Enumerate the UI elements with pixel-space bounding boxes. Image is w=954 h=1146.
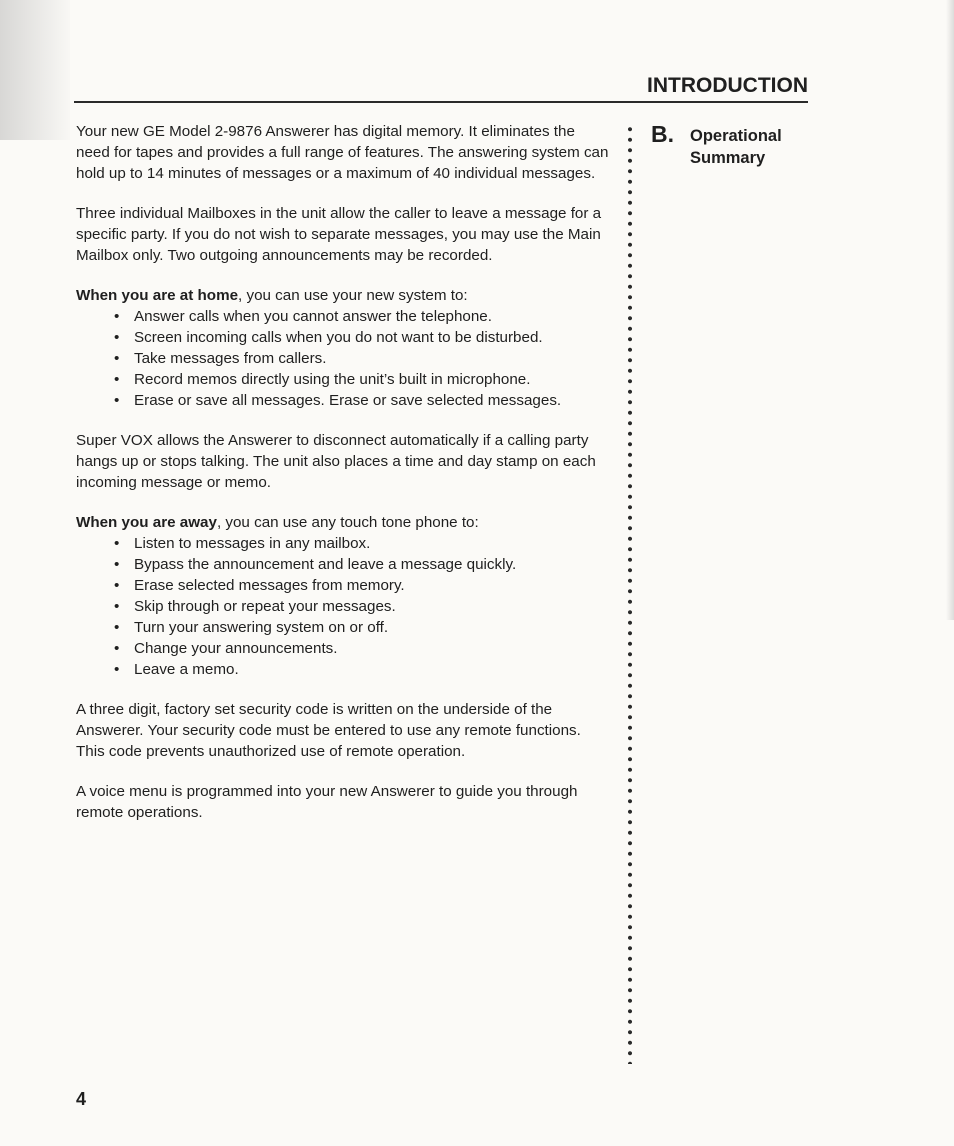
scan-edge-shadow-left — [0, 0, 70, 140]
at-home-lead-rest: , you can use your new system to: — [238, 287, 468, 304]
list-item-text: Skip through or repeat your messages. — [134, 598, 396, 615]
list-item — [106, 638, 611, 659]
main-text-column — [76, 121, 611, 842]
voice-menu-paragraph: A voice menu is programmed into your new Answerer to guide you through remote operations. — [76, 783, 578, 821]
header-rule — [74, 101, 808, 103]
list-item — [106, 306, 611, 327]
bullet-icon: • — [114, 661, 120, 678]
list-item — [106, 659, 611, 680]
list-item-text: Listen to messages in any mailbox. — [134, 535, 371, 552]
page-header-title: INTRODUCTION — [647, 74, 808, 97]
super-vox-paragraph: Super VOX allows the Answerer to disconnect automatically if a calling party hangs up or stops talking. The unit also places a time and day stamp on each incoming message or memo. — [76, 432, 596, 491]
at-home-list — [76, 306, 611, 411]
bullet-icon: • — [114, 329, 120, 346]
list-item — [106, 617, 611, 638]
bullet-icon: • — [114, 371, 120, 388]
list-item — [106, 390, 611, 411]
bullet-icon: • — [114, 392, 120, 409]
bullet-icon: • — [114, 619, 120, 636]
bullet-icon: • — [114, 308, 120, 325]
security-code-paragraph: A three digit, factory set security code is written on the underside of the Answerer. Your security code must be entered to use any remote functions. This code prevents unauthorized use of remote operation. — [76, 701, 581, 760]
list-item — [106, 327, 611, 348]
scan-edge-shadow-right — [946, 0, 954, 620]
section-title: Operational Summary — [690, 127, 782, 167]
at-home-lead — [76, 285, 611, 306]
away-lead-bold: When you are away — [76, 514, 217, 531]
list-item-text: Take messages from callers. — [134, 350, 327, 367]
list-item-text: Leave a memo. — [134, 661, 239, 678]
bullet-icon: • — [114, 535, 120, 552]
page-number: 4 — [76, 1089, 87, 1109]
list-item-text: Erase selected messages from memory. — [134, 577, 405, 594]
list-item-text: Turn your answering system on or off. — [134, 619, 389, 636]
list-item — [106, 369, 611, 390]
dotted-divider — [627, 124, 633, 1064]
list-item — [106, 348, 611, 369]
bullet-icon: • — [114, 556, 120, 573]
bullet-icon: • — [114, 350, 120, 367]
list-item-text: Erase or save all messages. Erase or save selected messages. — [134, 392, 562, 409]
list-item — [106, 533, 611, 554]
away-lead — [76, 512, 611, 533]
bullet-icon: • — [114, 577, 120, 594]
intro-paragraph-1: Your new GE Model 2-9876 Answerer has digital memory. It eliminates the need for tapes and provides a full range of features. The answering system can hold up to 14 minutes of messages or a maximum of 40 individual messages. — [76, 123, 609, 182]
section-letter: B. — [651, 121, 674, 147]
away-lead-rest: , you can use any touch tone phone to: — [216, 514, 479, 531]
at-home-lead-bold: When you are at home — [76, 287, 239, 304]
list-item — [106, 575, 611, 596]
bullet-icon: • — [114, 598, 120, 615]
list-item-text: Change your announcements. — [134, 640, 338, 657]
bullet-icon: • — [114, 640, 120, 657]
list-item-text: Screen incoming calls when you do not want to be disturbed. — [134, 329, 543, 346]
list-item — [106, 596, 611, 617]
intro-paragraph-2: Three individual Mailboxes in the unit allow the caller to leave a message for a specific party. If you do not wish to separate messages, you may use the Main Mailbox only. Two outgoing announcements may be recorded. — [76, 205, 602, 264]
list-item-text: Answer calls when you cannot answer the telephone. — [134, 308, 492, 325]
away-list — [76, 533, 611, 680]
list-item-text: Bypass the announcement and leave a message quickly. — [134, 556, 517, 573]
list-item-text: Record memos directly using the unit’s built in microphone. — [134, 371, 531, 388]
list-item — [106, 554, 611, 575]
